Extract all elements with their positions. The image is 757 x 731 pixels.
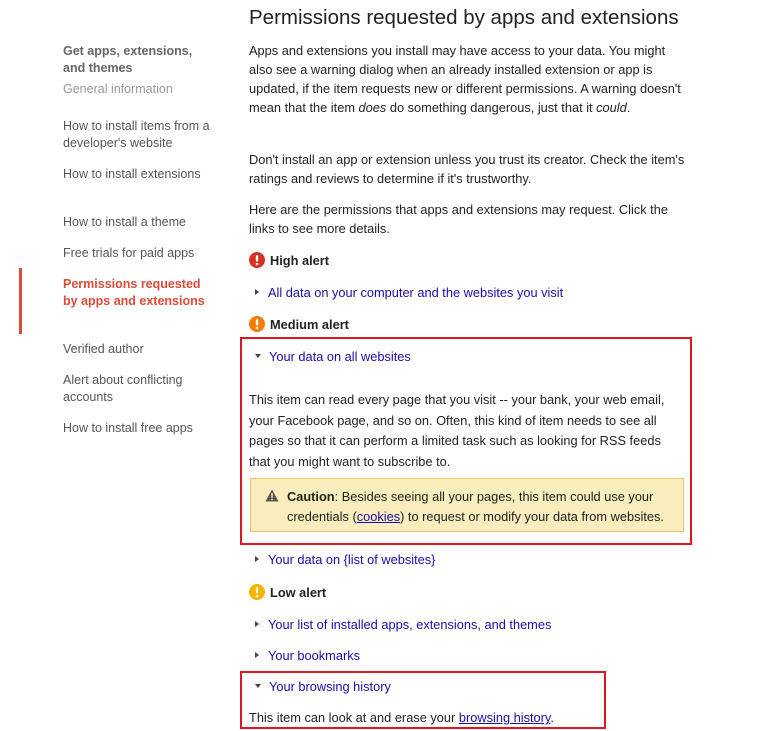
sidebar-item-install-extensions[interactable]: How to install extensions — [63, 167, 201, 181]
medium-alert-label: Medium alert — [270, 316, 349, 332]
sidebar-item-permissions[interactable]: Permissions requested by apps and extensions — [63, 277, 205, 308]
trust-paragraph: Don't install an app or extension unless you trust its creator. Check the item's ratings and reviews to determine if it's trustworthy. — [249, 152, 685, 186]
exclamation-red-icon — [249, 252, 265, 268]
permission-all-data[interactable] — [255, 283, 563, 301]
warning-icon — [265, 489, 279, 502]
caution-text: Caution: Besides seeing all your pages, this item could use your credentials (cookies) to request or modify your data from websites. — [287, 489, 664, 524]
expand-arrow-icon — [255, 289, 259, 295]
expand-arrow-icon — [255, 652, 259, 658]
permission-all-websites[interactable] — [255, 347, 411, 365]
permission-all-websites-label: Your data on all websites — [269, 348, 411, 364]
collapse-arrow-icon — [255, 684, 261, 688]
caution-label: Caution — [287, 489, 335, 504]
low-alert-label: Low alert — [270, 584, 327, 600]
permission-browsing-history[interactable] — [255, 677, 391, 695]
expand-arrow-icon — [255, 556, 259, 562]
collapse-arrow-icon — [255, 354, 261, 358]
permission-browsing-history-label: Your browsing history — [269, 678, 391, 694]
sidebar-item-verified-author[interactable]: Verified author — [63, 342, 144, 356]
expand-arrow-icon — [255, 621, 259, 627]
sidebar-item-free-trials[interactable]: Free trials for paid apps — [63, 246, 195, 260]
sidebar-subheading: General information — [63, 82, 173, 96]
permission-bookmarks[interactable] — [255, 646, 360, 664]
browsing-history-description: This item can look at and erase your browsing history. — [249, 710, 554, 725]
permission-list-of-websites-label: Your data on {list of websites} — [268, 551, 436, 567]
sidebar-item-install-theme[interactable]: How to install a theme — [63, 215, 186, 229]
permission-all-data-label: All data on your computer and the websites you visit — [268, 284, 564, 300]
exclamation-orange-icon — [249, 316, 265, 332]
permission-installed-apps[interactable] — [255, 615, 551, 633]
browsing-history-link[interactable]: browsing history — [458, 710, 551, 725]
sidebar-heading: Get apps, extensions, and themes — [63, 44, 193, 75]
page-title: Permissions requested by apps and extensions — [249, 6, 679, 29]
sidebar-item-install-developer-website[interactable]: How to install items from a developer's website — [63, 119, 210, 150]
permission-bookmarks-label: Your bookmarks — [268, 647, 360, 663]
intro-paragraph: Apps and extensions you install may have access to your data. You might also see a warning dialog when an already installed extension or app is updated, if the item requests new or different permissions. A warning doesn't mean that the item does do something dangerous, just that it could. — [249, 43, 681, 115]
high-alert-heading — [249, 250, 329, 270]
permission-installed-apps-label: Your list of installed apps, extensions, and themes — [268, 616, 552, 632]
medium-alert-heading — [249, 314, 349, 334]
high-alert-label: High alert — [270, 252, 330, 268]
sidebar-active-indicator — [19, 268, 22, 334]
permission-list-of-websites[interactable] — [255, 550, 435, 568]
all-websites-description: This item can read every page that you visit -- your bank, your web email, your Facebook page, and so on. Often, this kind of item needs to see all pages so that it can perform a limited task such as looking for RSS feeds that you might want to subscribe to. — [249, 392, 665, 469]
permissions-intro-paragraph: Here are the permissions that apps and extensions may request. Click the links to see more details. — [249, 202, 668, 236]
low-alert-heading — [249, 582, 326, 602]
exclamation-yellow-icon — [249, 584, 265, 600]
cookies-link[interactable]: cookies — [356, 509, 401, 524]
sidebar-item-conflicting-accounts[interactable]: Alert about conflicting accounts — [63, 373, 183, 404]
sidebar-item-install-free-apps[interactable]: How to install free apps — [63, 421, 193, 435]
